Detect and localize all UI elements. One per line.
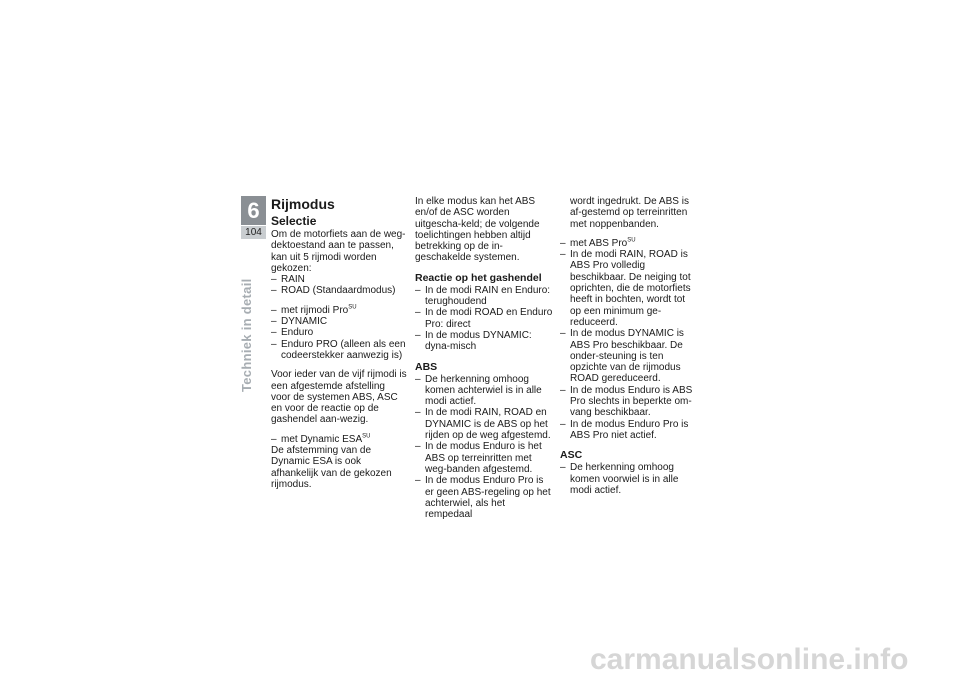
continued-text: wordt ingedrukt. De ABS is af-gestemd op terreinritten met noppenbanden. [570, 196, 689, 230]
section-heading: Rijmodus [271, 196, 335, 212]
optional-label: – met ABS Pro$^{SU}$ [560, 238, 698, 249]
list-item: – In de modi RAIN, ROAD is ABS Pro volledig beschikbaar. De neiging tot oprichten, die de motorfiets heeft in bochten, wordt tot op een minimum ge-reduceerd. [560, 249, 698, 328]
list-item: – Enduro [271, 327, 407, 338]
intro-paragraph: Om de motorfiets aan de weg-dektoestand aan te passen, kan uit 5 rijmodi worden gekozen: [271, 229, 406, 274]
list-item: – In de modi ROAD en Enduro Pro: direct [415, 307, 553, 330]
chapter-number: 6 [241, 196, 266, 225]
column-2 [415, 196, 553, 520]
list-item: – ROAD (Standaardmodus) [271, 285, 407, 296]
watermark: carmanualsonline.info [590, 643, 909, 676]
optional-label: – met rijmodi Pro$^{SU}$ [271, 305, 407, 316]
list-item: – In de modi RAIN en Enduro: terughoudend [415, 285, 553, 308]
list-item: – In de modus DYNAMIC is ABS Pro beschikbaar. De onder-steuning is ten opzichte van de rijmodus ROAD gereduceerd. [560, 328, 698, 384]
list-item: – De herkenning omhoog komen achterwiel is in alle modi actief. [415, 374, 553, 408]
list-item: – RAIN [271, 274, 407, 285]
list-item: – DYNAMIC [271, 316, 407, 327]
list-item: – In de modus Enduro is ABS Pro slechts in beperkte om-vang beschikbaar. [560, 385, 698, 419]
abs-heading: ABS [415, 360, 438, 373]
page-number: 104 [241, 226, 266, 239]
mode-list-1 [271, 274, 407, 297]
asc-list [560, 462, 698, 496]
chapter-title: Techniek in detail [239, 278, 254, 392]
optional-equipment-2 [271, 434, 407, 445]
list-item: – In de modi RAIN, ROAD en DYNAMIC is de ABS op het rijden op de weg afgestemd. [415, 407, 553, 441]
list-item: – Enduro PRO (alleen als een codeerstekker aanwezig is) [271, 339, 407, 362]
list-item: – In de modus Enduro Pro is ABS Pro niet actief. [560, 419, 698, 442]
subsection-heading: Selectie [271, 214, 317, 228]
asc-heading: ASC [560, 449, 583, 462]
list-item: – In de modus Enduro Pro is er geen ABS-regeling op het achterwiel, als het rempedaal [415, 475, 553, 520]
list-item: – De herkenning omhoog komen voorwiel is in alle modi actief. [560, 462, 698, 496]
list-item: – In de modus Enduro is het ABS op terreinritten met weg-banden afgestemd. [415, 441, 553, 475]
column-1 [271, 196, 407, 490]
list-item: – In de modus DYNAMIC: dyna-misch [415, 330, 553, 353]
paragraph: In elke modus kan het ABS en/of de ASC worden uitgescha-keld; de volgende toelichtingen hebben altijd betrekking op de in-geschakelde systemen. [415, 196, 540, 264]
gas-list [415, 285, 553, 353]
gas-heading: Reactie op het gashendel [415, 271, 542, 284]
optional-equipment-3 [560, 238, 698, 441]
optional-label: – met Dynamic $ESA^{SU}$ [271, 434, 407, 445]
column-3 [560, 196, 698, 496]
paragraph: Voor ieder van de vijf rijmodi is een afgestemde afstelling voor de systemen ABS, ASC en voor de reactie op de gashendel aan-wezig. [271, 369, 407, 426]
paragraph: De afstemming van de Dynamic ESA is ook afhankelijk van de gekozen rijmodus. [271, 445, 392, 490]
abs-list [415, 374, 553, 521]
optional-equipment-1 [271, 305, 407, 361]
